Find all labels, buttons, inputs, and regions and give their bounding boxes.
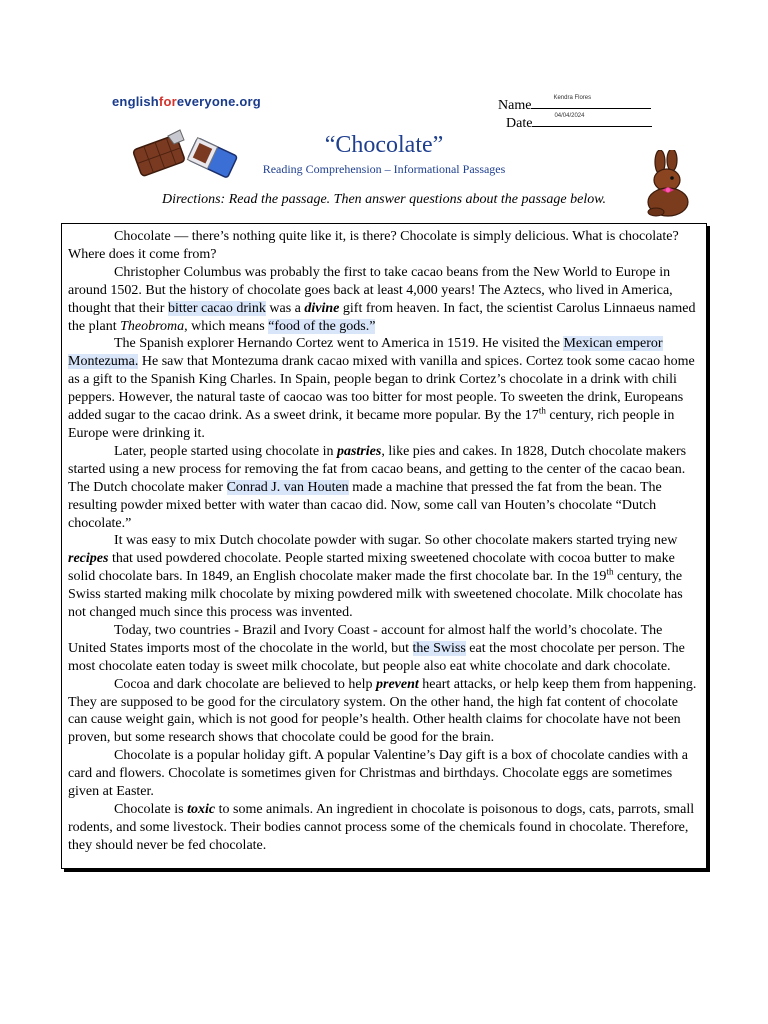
date-field — [506, 112, 652, 132]
passage-paragraph-6: Today, two countries - Brazil and Ivory Coast - account for almost half the world’s chocolate. The United States imports most of the chocolate in the world, but the Swiss eat the most chocolate per person. The most chocolate eaten today is sweet milk chocolate, but people also eat white chocolate and dark chocolate. — [68, 622, 685, 674]
name-line — [531, 94, 651, 109]
passage-paragraph-3: The Spanish explorer Hernando Cortez went to America in 1519. He visited the Mexican emperor Montezuma. He saw that Montezuma drank cacao mixed with vanilla and spices. Cortez took some cacao home as a gift to the Spanish King Charles. In Spain, people began to drink Cortez’s chocolate in a drink with chili peppers. However, the natural taste of caocao was too bitter for most people. To sweeten the drink, Europeans added sugar to the cacao drink. As a sweet drink, it became more popular. By the 17th century, rich people in Europe were drinking it. — [68, 336, 695, 441]
passage-paragraph-2: Christopher Columbus was probably the first to take cacao beans from the New World to Europe in around 1502. But the history of chocolate goes back at least 4,000 years! The Aztecs, who lived in America, thought that their bitter cacao drink was a divine gift from heaven. In fact, the scientist Carolus Linnaeus named the plant Theobroma, which means “food of the gods.” — [68, 264, 696, 334]
vocab-pastries: pastries — [336, 443, 382, 459]
page-subtitle: Reading Comprehension – Informational Passages — [262, 162, 506, 176]
highlight-bitter-cacao-drink: bitter cacao drink — [167, 300, 266, 316]
vocab-divine: divine — [304, 300, 340, 316]
name-value: Kendra Flores — [553, 95, 592, 101]
passage-paragraph-9: Chocolate is toxic to some animals. An ingredient in chocolate is poisonous to dogs, cats, parrots, small rodents, and some livestock. Their bodies cannot process some of the chemicals found in chocolate. Therefore, they should never be fed chocolate. — [68, 802, 695, 853]
name-label: Name — [498, 98, 532, 113]
date-line — [532, 112, 652, 127]
passage-paragraph-4: Later, people started using chocolate in pastries, like pies and cakes. In 1828, Dutch chocolate makers started using a new process for removing the fat from cacao beans, and getting to the center of the cacao bean. The Dutch chocolate maker Conrad J. van Houten made a machine that pressed the fat from the bean. The resulting powder mixed better with water than cacao did. Now, some call van Houten’s chocolate “Dutch chocolate.” — [68, 443, 687, 531]
highlight-van-houten: Conrad J. van Houten — [226, 479, 349, 495]
plant-name: Theobroma — [120, 318, 185, 334]
passage-paragraph-5: It was easy to mix Dutch chocolate powder with sugar. So other chocolate makers started trying new recipes that used powdered chocolate. People started mixing sweetened chocolate with cocoa butter to make solid chocolate bars. In 1849, an English chocolate maker made the first chocolate bar. In the 19th century, the Swiss started making milk chocolate by mixing powdered milk with sweetened chocolate. Milk chocolate has not changed much since this process was invented. — [68, 533, 683, 621]
passage-paragraph-7: Cocoa and dark chocolate are believed to help prevent heart attacks, or help keep them from happening. They are supposed to be good for the circulatory system. On the other hand, the high fat content of chocolate can cause weight gain, which is not good for people’s health. Other health claims for chocolate have not been proven, but some research shows that chocolate could be good for the brain. — [68, 676, 697, 746]
vocab-recipes: recipes — [68, 551, 109, 567]
passage-paragraph-8: Chocolate is a popular holiday gift. A popular Valentine’s Day gift is a box of chocolate candies with a card and flowers. Chocolate is sometimes given for Christmas and birthdays. Chocolate eggs are sometimes given at Easter. — [68, 748, 688, 800]
highlight-mexican-emperor: Mexican emperor Montezuma. — [68, 336, 663, 370]
highlight-the-swiss: the Swiss — [412, 640, 466, 656]
site-logo: englishforeveryone.org — [112, 94, 261, 109]
passage-paragraph-1: Chocolate — there’s nothing quite like it, is there? Chocolate is simply delicious. What is chocolate? Where does it come from? — [68, 229, 679, 262]
date-label: Date — [506, 116, 533, 131]
vocab-prevent: prevent — [376, 676, 419, 692]
highlight-food-of-the-gods: “food of the gods.” — [268, 318, 376, 334]
vocab-toxic: toxic — [187, 802, 216, 817]
page-title: “Chocolate” — [324, 132, 444, 158]
date-value: 04/04/2024 — [554, 113, 585, 119]
directions-text: Directions: Read the passage. Then answer questions about the passage below. — [161, 192, 607, 207]
name-field — [498, 94, 651, 114]
passage-box — [61, 223, 707, 869]
